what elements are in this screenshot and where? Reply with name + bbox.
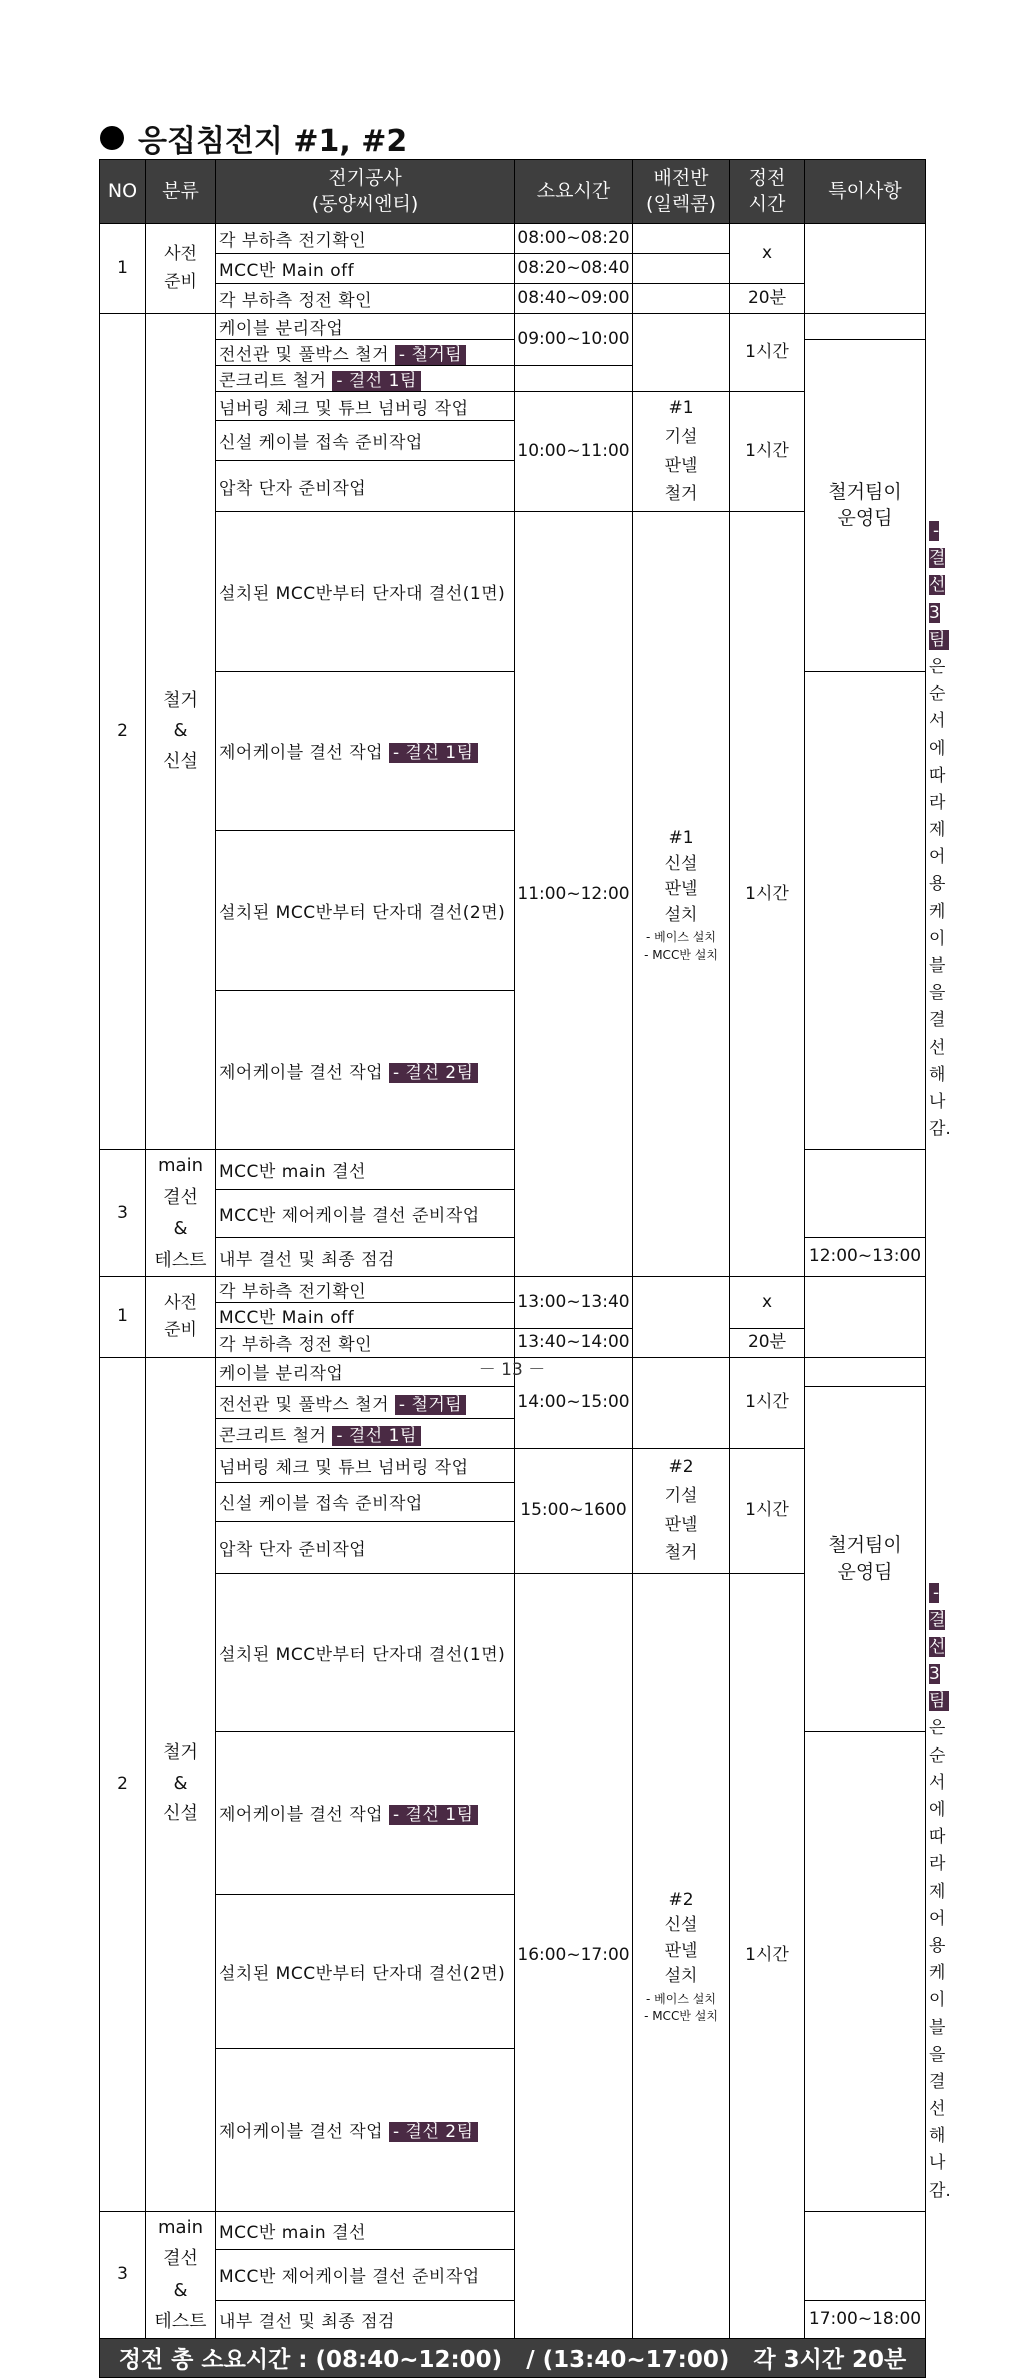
- team-tag: - 철거팀: [395, 1395, 466, 1415]
- category-line: &: [173, 720, 188, 742]
- work-item: [216, 2048, 515, 2211]
- remark-line: 운영딤: [837, 1560, 893, 1583]
- category-line: main: [158, 1155, 203, 1177]
- work-text: 제어케이블 결선 작업: [219, 2122, 384, 2143]
- table-row: [100, 1448, 926, 1482]
- work-item: 내부 결선 및 최종 점검: [216, 1237, 515, 1277]
- time-cell: 16:00~17:00: [515, 1573, 633, 2338]
- outage-cell: 20분: [730, 1329, 805, 1357]
- work-text: 제어케이블 결선 작업: [219, 1805, 384, 1826]
- header-panel: [633, 160, 730, 224]
- remark-line: 철거팀이: [828, 480, 902, 503]
- row-no: 1: [100, 1277, 146, 1357]
- work-item: 압착 단자 준비작업: [216, 461, 515, 512]
- panel-line: 판넬: [664, 1940, 698, 1961]
- remark-line: 운영딤: [837, 507, 893, 530]
- category-line: 신설: [163, 750, 198, 772]
- panel-line: 설치: [664, 904, 698, 925]
- work-text: 전선관 및 풀박스 철거: [219, 1394, 390, 1415]
- time-cell: 12:00~13:00: [805, 1237, 926, 1277]
- row-category: [146, 1277, 216, 1357]
- team-tag: - 결선 3팀: [929, 1583, 949, 1712]
- table-row: [100, 1573, 926, 1731]
- work-text: 콘크리트 철거: [219, 1425, 327, 1446]
- footer-row: [100, 2338, 926, 2377]
- outage-cell: 1시간: [730, 314, 805, 392]
- work-item: 각 부하측 전기확인: [216, 1277, 515, 1303]
- panel-line: 판넬: [664, 455, 698, 476]
- panel-line: 판넬: [664, 879, 698, 900]
- work-item: MCC반 제어케이블 결선 준비작업: [216, 1189, 515, 1237]
- work-item: 넘버링 체크 및 튜브 넘버링 작업: [216, 392, 515, 421]
- outage-cell: 1시간: [730, 1448, 805, 1573]
- panel-line: 신설: [664, 853, 698, 874]
- header-time: 소요시간: [515, 160, 633, 224]
- work-item: 넘버링 체크 및 튜브 넘버링 작업: [216, 1448, 515, 1482]
- header-work-line1: 전기공사: [328, 166, 402, 189]
- remarks-cell: [805, 340, 926, 672]
- category-line: 결선: [163, 1186, 198, 1208]
- time-cell: 08:20~08:40: [515, 254, 633, 284]
- panel-note: - MCC반 설치: [644, 2009, 718, 2024]
- time-cell: 09:00~10:00: [515, 314, 633, 366]
- team-tag: - 결선 1팀: [332, 1426, 421, 1446]
- remark-line: 어용 케이블을: [929, 1908, 946, 2065]
- table-row: [100, 1277, 926, 1303]
- panel-cell: [633, 284, 730, 314]
- work-text: 제어케이블 결선 작업: [219, 1062, 384, 1083]
- header-work-line2: (동양씨엔티): [311, 192, 419, 215]
- header-panel-line2: (일렉콤): [646, 192, 716, 215]
- team-tag: - 결선 2팀: [389, 1063, 478, 1083]
- remarks-cell: [805, 2211, 926, 2300]
- header-outage: [730, 160, 805, 224]
- work-item: 신설 케이블 접속 준비작업: [216, 1482, 515, 1521]
- work-item: MCC반 Main off: [216, 1303, 515, 1329]
- panel-line: 신설: [664, 1915, 698, 1936]
- work-item: MCC반 main 결선: [216, 1150, 515, 1190]
- row-category: [146, 2211, 216, 2338]
- work-text: 콘크리트 철거: [219, 371, 327, 391]
- work-item: 압착 단자 준비작업: [216, 1521, 515, 1573]
- category-line: &: [173, 1772, 188, 1794]
- schedule-table: [99, 159, 951, 2378]
- row-category: [146, 224, 216, 314]
- panel-cell: [633, 1277, 730, 1357]
- panel-line: 철거: [664, 484, 698, 505]
- category-line: &: [173, 2279, 188, 2301]
- remark-line: 은: [929, 1718, 946, 1739]
- panel-line: 판넬: [664, 1514, 698, 1535]
- outage-cell: x: [730, 224, 805, 284]
- panel-line: 철거: [664, 1543, 698, 1564]
- panel-line: 기설: [664, 1485, 698, 1506]
- panel-line: 기설: [664, 426, 698, 447]
- work-item: [216, 1418, 515, 1448]
- header-outage-line2: 시간: [748, 192, 786, 215]
- time-cell: 15:00~1600: [515, 1448, 633, 1573]
- work-item: MCC반 main 결선: [216, 2211, 515, 2249]
- row-no: 2: [100, 314, 146, 1150]
- work-item: 설치된 MCC반부터 단자대 결선(2면): [216, 1895, 515, 2048]
- bullet-icon: [100, 126, 124, 150]
- panel-cell: [633, 254, 730, 284]
- category-line: 결선: [163, 2248, 198, 2270]
- time-cell: 13:00~13:40: [515, 1277, 633, 1329]
- team-tag: - 결선 1팀: [332, 371, 421, 391]
- work-item: [216, 1386, 515, 1418]
- time-cell: 13:40~14:00: [515, 1329, 633, 1357]
- header-outage-line1: 정전: [748, 166, 786, 189]
- time-cell: 14:00~15:00: [515, 1357, 633, 1448]
- work-item: 각 부하측 정전 확인: [216, 284, 515, 314]
- panel-line: #2: [668, 1456, 694, 1477]
- remarks-cell: [805, 314, 926, 340]
- remarks-cell: [805, 1150, 926, 1237]
- work-item: 설치된 MCC반부터 단자대 결선(1면): [216, 512, 515, 672]
- work-item: 설치된 MCC반부터 단자대 결선(2면): [216, 831, 515, 991]
- category-line: 사전: [164, 1292, 197, 1313]
- panel-cell: [633, 224, 730, 254]
- work-item: [216, 340, 515, 366]
- work-item: 내부 결선 및 최종 점검: [216, 2300, 515, 2338]
- category-line: &: [173, 1218, 188, 1240]
- time-cell: [515, 366, 633, 392]
- remark-line: 은: [929, 656, 946, 677]
- panel-cell: [633, 1448, 730, 1573]
- remark-line: 어용 케이블을: [929, 847, 946, 1004]
- page-title: [100, 116, 407, 160]
- work-text: 제어케이블 결선 작업: [219, 743, 384, 764]
- outage-cell: 1시간: [730, 1573, 805, 2338]
- panel-line: #2: [668, 1889, 694, 1910]
- time-cell: 10:00~11:00: [515, 392, 633, 512]
- header-no: NO: [100, 160, 146, 224]
- team-tag: - 결선 1팀: [389, 743, 478, 763]
- header-remarks: 특이사항: [805, 160, 926, 224]
- panel-cell: [633, 392, 730, 512]
- outage-cell: 1시간: [730, 1357, 805, 1448]
- remarks-cell: [805, 1277, 926, 1357]
- header-panel-line1: 배전반: [653, 166, 709, 189]
- category-line: 철거: [163, 689, 198, 711]
- work-item: [216, 1731, 515, 1894]
- remark-line: 철거팀이: [828, 1534, 902, 1557]
- remarks-cell: [805, 224, 926, 314]
- category-line: 철거: [163, 1742, 198, 1764]
- team-tag: - 철거팀: [395, 345, 466, 365]
- outage-cell: 1시간: [730, 512, 805, 1277]
- table-row: [100, 512, 926, 672]
- work-item: 설치된 MCC반부터 단자대 결선(1면): [216, 1573, 515, 1731]
- remark-line: 결선해 나감.: [929, 2071, 951, 2201]
- work-item: 각 부하측 정전 확인: [216, 1329, 515, 1357]
- category-line: 신설: [163, 1803, 198, 1825]
- panel-cell: [633, 314, 730, 392]
- header-row: [100, 160, 926, 224]
- category-line: 테스트: [154, 2311, 207, 2333]
- category-line: 테스트: [154, 1249, 207, 1271]
- row-no: 3: [100, 2211, 146, 2338]
- outage-cell: x: [730, 1277, 805, 1329]
- header-work: [216, 160, 515, 224]
- total-outage-summary: 정전 총 소요시간 : (08:40~12:00) / (13:40~17:00) 각 3시간 20분: [100, 2338, 926, 2377]
- category-line: 준비: [164, 271, 197, 292]
- remark-line: 순서에 따라 제: [929, 1745, 946, 1902]
- title-text: 응집침전지 #1, #2: [138, 124, 408, 159]
- row-no: 1: [100, 224, 146, 314]
- work-item: 신설 케이블 접속 준비작업: [216, 421, 515, 461]
- remark-line: 결선해 나감.: [929, 1010, 951, 1140]
- panel-line: #1: [668, 828, 694, 849]
- table-row: [100, 392, 926, 421]
- row-no: 2: [100, 1357, 146, 2211]
- time-cell: 08:40~09:00: [515, 284, 633, 314]
- outage-cell: 1시간: [730, 392, 805, 512]
- work-item: [216, 990, 515, 1150]
- table-row: [100, 284, 926, 314]
- work-item: 케이블 분리작업: [216, 314, 515, 340]
- team-tag: - 결선 3팀: [929, 521, 949, 650]
- remarks-cell: [805, 1386, 926, 1731]
- time-cell: 08:00~08:20: [515, 224, 633, 254]
- time-cell: 11:00~12:00: [515, 512, 633, 1277]
- row-category: [146, 314, 216, 1150]
- outage-cell: 20분: [730, 284, 805, 314]
- remark-line: 순서에 따라 제: [929, 684, 946, 841]
- row-category: [146, 1357, 216, 2211]
- row-no: 3: [100, 1150, 146, 1277]
- category-line: main: [158, 2216, 203, 2238]
- category-line: 준비: [164, 1319, 197, 1340]
- team-tag: - 결선 2팀: [389, 2122, 478, 2142]
- panel-note: - 베이스 설치: [646, 1991, 716, 2006]
- work-item: [216, 366, 515, 392]
- work-item: MCC반 Main off: [216, 254, 515, 284]
- table-row: [100, 224, 926, 254]
- row-category: [146, 1150, 216, 1277]
- time-cell: 17:00~18:00: [805, 2300, 926, 2338]
- category-line: 사전: [164, 244, 197, 265]
- header-category: 분류: [146, 160, 216, 224]
- panel-cell: [633, 1573, 730, 2338]
- work-item: 케이블 분리작업: [216, 1357, 515, 1386]
- table-row: [100, 314, 926, 340]
- work-item: [216, 671, 515, 831]
- work-item: MCC반 제어케이블 결선 준비작업: [216, 2249, 515, 2300]
- work-item: 각 부하측 전기확인: [216, 224, 515, 254]
- panel-line: #1: [668, 397, 694, 418]
- panel-note: - MCC반 설치: [644, 947, 718, 962]
- page-number: － 13 －: [478, 1360, 546, 1380]
- work-text: 전선관 및 풀박스 철거: [219, 345, 390, 365]
- panel-cell: [633, 512, 730, 1277]
- panel-note: - 베이스 설치: [646, 930, 716, 945]
- team-tag: - 결선 1팀: [389, 1805, 478, 1825]
- table-row: [100, 1329, 926, 1357]
- panel-line: 설치: [664, 1966, 698, 1987]
